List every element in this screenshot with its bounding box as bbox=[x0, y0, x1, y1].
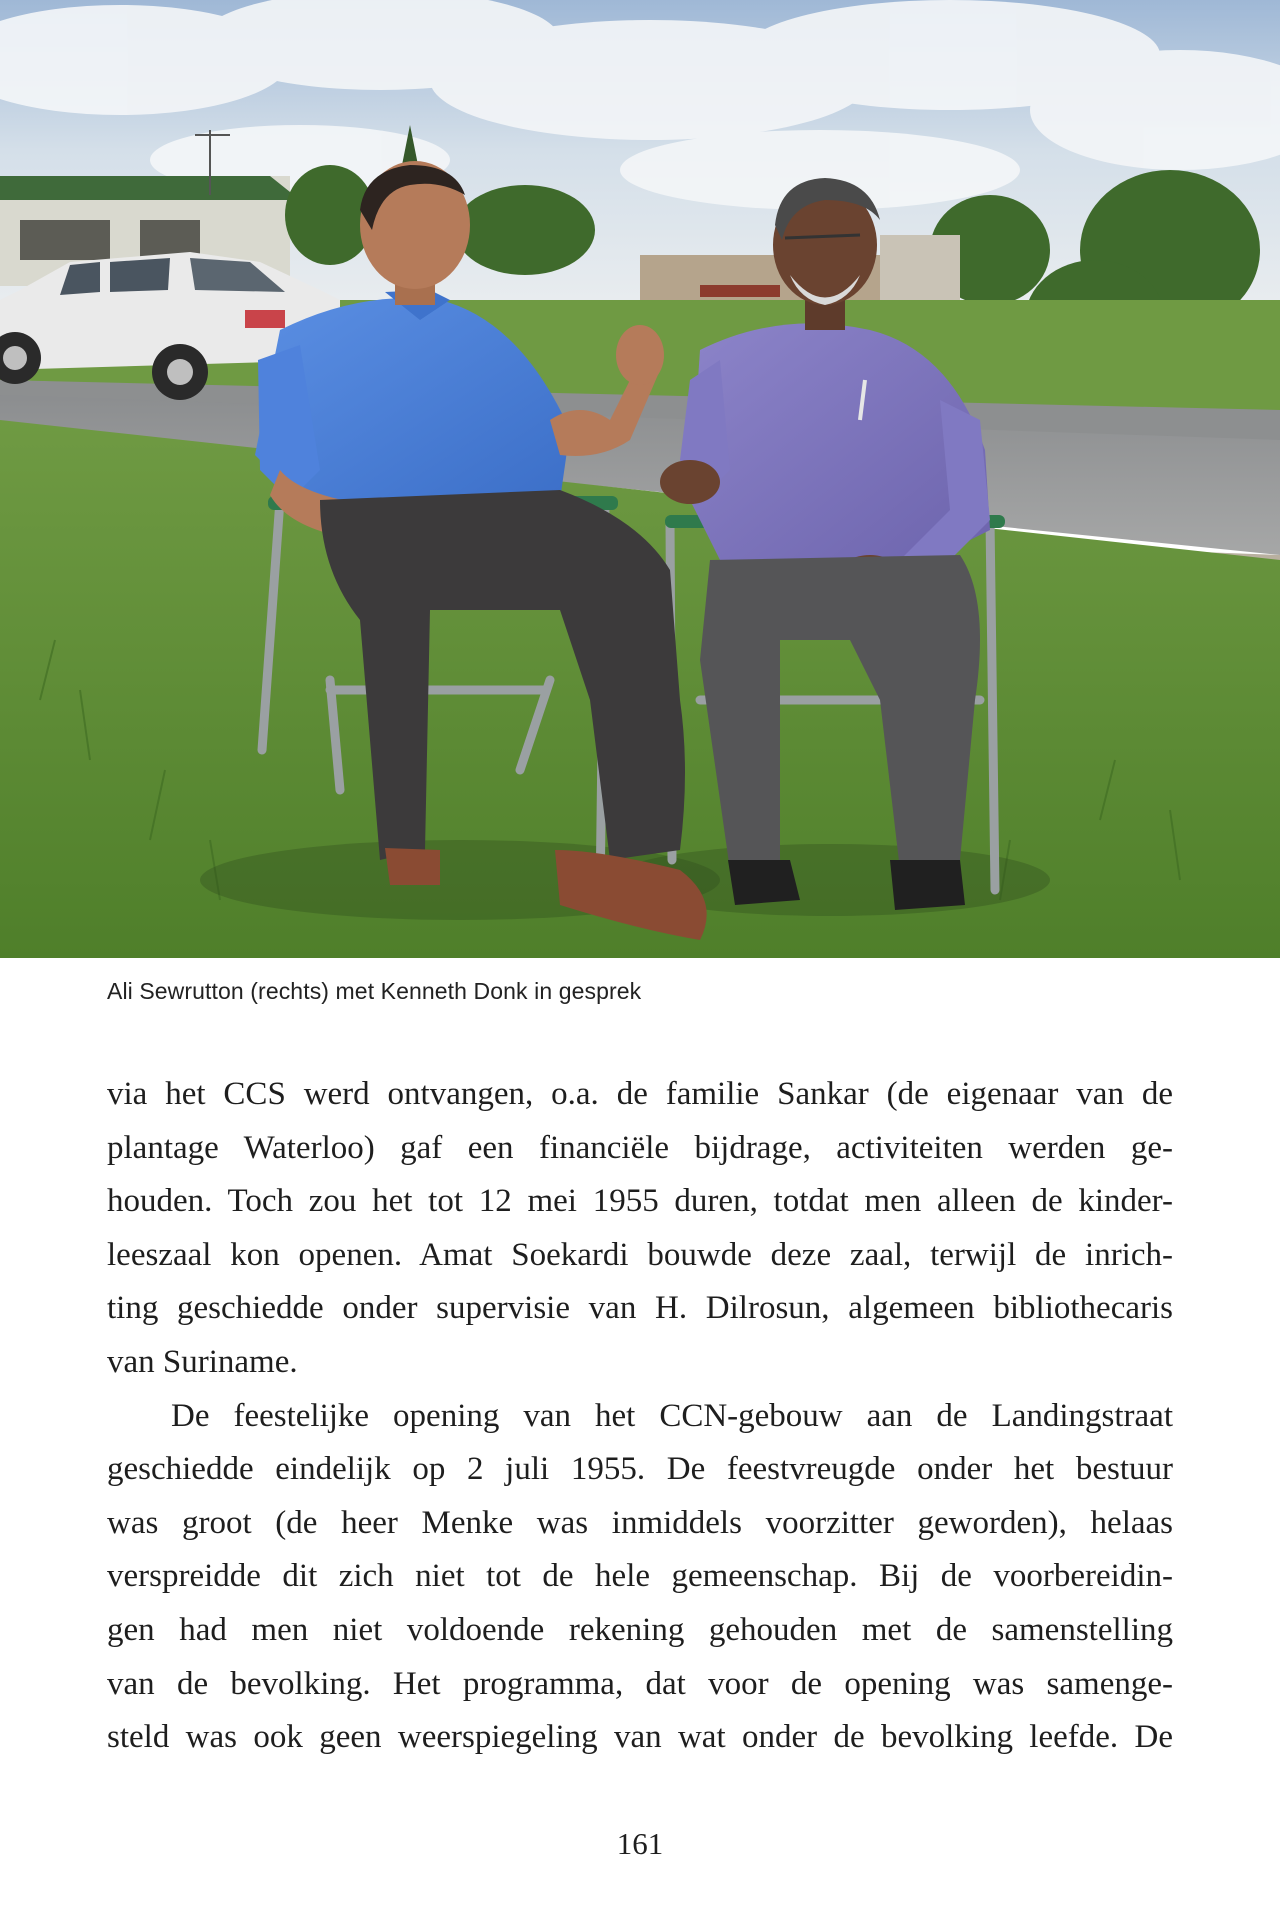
photo bbox=[0, 0, 1280, 958]
text-line: geschiedde eindelijk op 2 juli 1955. De feestvreugde onder het bestuur bbox=[107, 1451, 1173, 1488]
text-line: ting geschiedde onder supervisie van H. Dilrosun, algemeen bibliothecaris bbox=[107, 1290, 1173, 1327]
photo-illustration bbox=[0, 0, 1280, 958]
body-text bbox=[107, 1068, 1173, 1765]
text-line: leeszaal kon openen. Amat Soekardi bouwde deze zaal, terwijl de inrich- bbox=[107, 1236, 1173, 1273]
text-line: houden. Toch zou het tot 12 mei 1955 duren, totdat men alleen de kinder- bbox=[107, 1183, 1173, 1220]
text-line: via het CCS werd ontvangen, o.a. de familie Sankar (de eigenaar van de bbox=[107, 1076, 1173, 1112]
photo-caption: Ali Sewrutton (rechts) met Kenneth Donk in gesprek bbox=[107, 978, 642, 1004]
text-line: was groot (de heer Menke was inmiddels voorzitter geworden), helaas bbox=[107, 1504, 1173, 1541]
text-line: van de bevolking. Het programma, dat voor de opening was samenge- bbox=[107, 1665, 1173, 1702]
page-number: 161 bbox=[616, 1826, 664, 1861]
text-line: gen had men niet voldoende rekening gehouden met de samenstelling bbox=[107, 1611, 1173, 1648]
text-line: plantage Waterloo) gaf een financiële bijdrage, activiteiten werden ge- bbox=[107, 1129, 1173, 1166]
text-line: De feestelijke opening van het CCN-gebouw aan de Landingstraat bbox=[171, 1397, 1173, 1434]
text-line: van Suriname. bbox=[107, 1343, 298, 1380]
text-line: steld was ook geen weerspiegeling van wat onder de bevolking leefde. De bbox=[107, 1719, 1173, 1756]
text-line: verspreidde dit zich niet tot de hele gemeenschap. Bij de voorbereidin- bbox=[107, 1558, 1173, 1595]
